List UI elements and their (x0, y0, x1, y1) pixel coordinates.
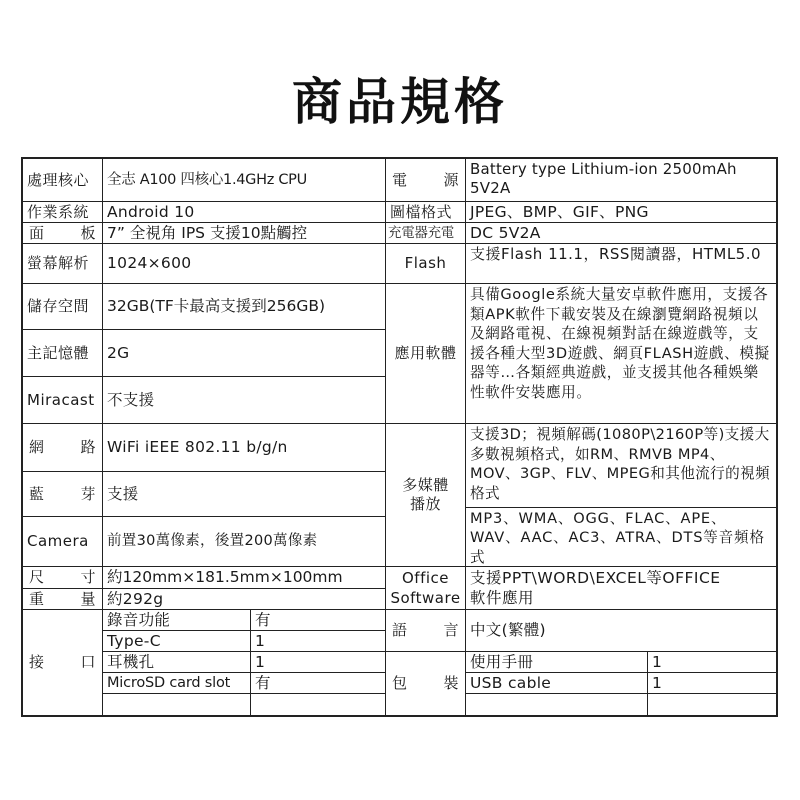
power-label (386, 159, 465, 201)
weight-label-part: 量 (80, 589, 96, 608)
package-item-count: 1 (652, 652, 663, 671)
spec-table (21, 157, 778, 717)
port-name: 耳機孔 (107, 652, 155, 671)
office-value (466, 567, 776, 609)
image-format-label: 圖檔格式 (390, 202, 453, 221)
size-value: 約120mm×181.5mm×100mm (107, 568, 343, 586)
port-name: MicroSD card slot (107, 674, 231, 691)
miracast-value: 不支援 (107, 390, 155, 409)
resolution-label: 螢幕解析 (27, 254, 90, 272)
wifi-label (23, 424, 102, 471)
port-value: 1 (255, 652, 266, 671)
port-name: 錄音功能 (107, 610, 171, 629)
language-label-part: 言 (443, 621, 459, 639)
weight-value: 約292g (107, 589, 164, 608)
panel-label-part: 板 (80, 223, 96, 242)
power-label-part: 電 (392, 170, 408, 189)
os-label: 作業系統 (27, 202, 90, 221)
office-label (386, 567, 465, 609)
wifi-value: WiFi iEEE 802.11 b/g/n (107, 438, 288, 456)
language-label-part: 語 (392, 621, 408, 639)
package-label-part: 包 (392, 674, 408, 692)
apps-label: 應用軟體 (394, 344, 457, 362)
flash-value: 支援Flash 11.1，RSS閱讀器，HTML5.0 (470, 245, 762, 263)
bluetooth-label-part: 芽 (80, 484, 96, 503)
audio-format-value: MP3、WMA、OGG、FLAC、APE、WAV、AAC、AC3、ATRA、DTS等音頻格式 (470, 510, 765, 566)
flash-label: Flash (404, 254, 447, 272)
ram-label: 主記憶體 (27, 343, 90, 362)
wifi-label-part: 網 (29, 438, 45, 456)
office-label-part: Software (390, 589, 461, 607)
weight-label (23, 589, 102, 609)
panel-label-part: 面 (29, 223, 45, 242)
miracast-label: Miracast (27, 390, 95, 409)
bluetooth-label (23, 472, 102, 516)
panel-label (23, 223, 102, 243)
office-value-line: 軟件應用 (470, 589, 535, 607)
bluetooth-label-part: 藍 (29, 484, 45, 503)
cpu-label: 處理核心 (27, 170, 90, 189)
image-format-value: JPEG、BMP、GIF、PNG (470, 202, 649, 221)
package-item-count: 1 (652, 673, 663, 692)
port-name: Type-C (107, 631, 161, 650)
package-label (386, 652, 465, 715)
media-label: 多媒體播放 (402, 476, 449, 513)
port-value: 1 (255, 631, 266, 650)
ports-label-part: 接 (29, 653, 45, 671)
ram-value: 2G (107, 343, 130, 362)
package-item-name: USB cable (470, 673, 552, 692)
size-label (23, 567, 102, 588)
ports-label-part: 口 (80, 653, 96, 671)
resolution-value: 1024×600 (107, 254, 192, 272)
language-label (386, 610, 465, 651)
charger-label: 充電器充電 (388, 224, 454, 241)
camera-value: 前置30萬像素，後置200萬像素 (107, 533, 318, 549)
storage-value: 32GB(TF卡最高支援到256GB) (107, 297, 326, 315)
panel-value: 7” 全視角 IPS 支援10點觸控 (107, 223, 308, 242)
power-value: Battery type Lithium-ion 2500mAh 5V2A (470, 160, 737, 197)
wifi-label-part: 路 (80, 438, 96, 456)
port-value: 有 (255, 610, 271, 629)
camera-label: Camera (27, 532, 89, 550)
language-value: 中文(繁體) (470, 621, 546, 639)
video-format-value: 支援3D；視頻解碼(1080P\2160P等)支援大多數視頻格式，如RM、RMVB MP4、MOV、3GP、FLV、MPEG和其他流行的視頻格式 (470, 426, 771, 502)
power-label-part: 源 (443, 170, 459, 189)
weight-label-part: 重 (29, 589, 45, 608)
package-label-part: 裝 (443, 674, 459, 692)
os-value: Android 10 (107, 202, 195, 221)
charger-value: DC 5V2A (470, 223, 541, 242)
storage-label: 儲存空間 (27, 297, 90, 315)
office-value-line: 支援PPT\WORD\EXCEL等OFFICE (470, 569, 721, 587)
ports-label (23, 610, 102, 715)
page-title: 商品規格 (292, 73, 508, 131)
port-value: 有 (255, 673, 271, 692)
bluetooth-value: 支援 (107, 484, 139, 503)
package-item-name: 使用手冊 (470, 652, 534, 671)
apps-value: 具備Google系統大量安卓軟件應用，支援各類APK軟件下載安裝及在線瀏覽網路視頻以及網路電視、在線視頻對話在線遊戲等，支援各種大型3D遊戲、網頁FLASH遊戲、模擬器等…各類經典遊戲，並支援其他各種娛樂性軟件安裝應用。 (470, 286, 770, 401)
size-label-part: 尺 (29, 568, 45, 586)
size-label-part: 寸 (80, 568, 96, 586)
cpu-value: 全志 A100 四核心1.4GHz CPU (107, 171, 307, 188)
office-label-part: Office (401, 569, 449, 587)
